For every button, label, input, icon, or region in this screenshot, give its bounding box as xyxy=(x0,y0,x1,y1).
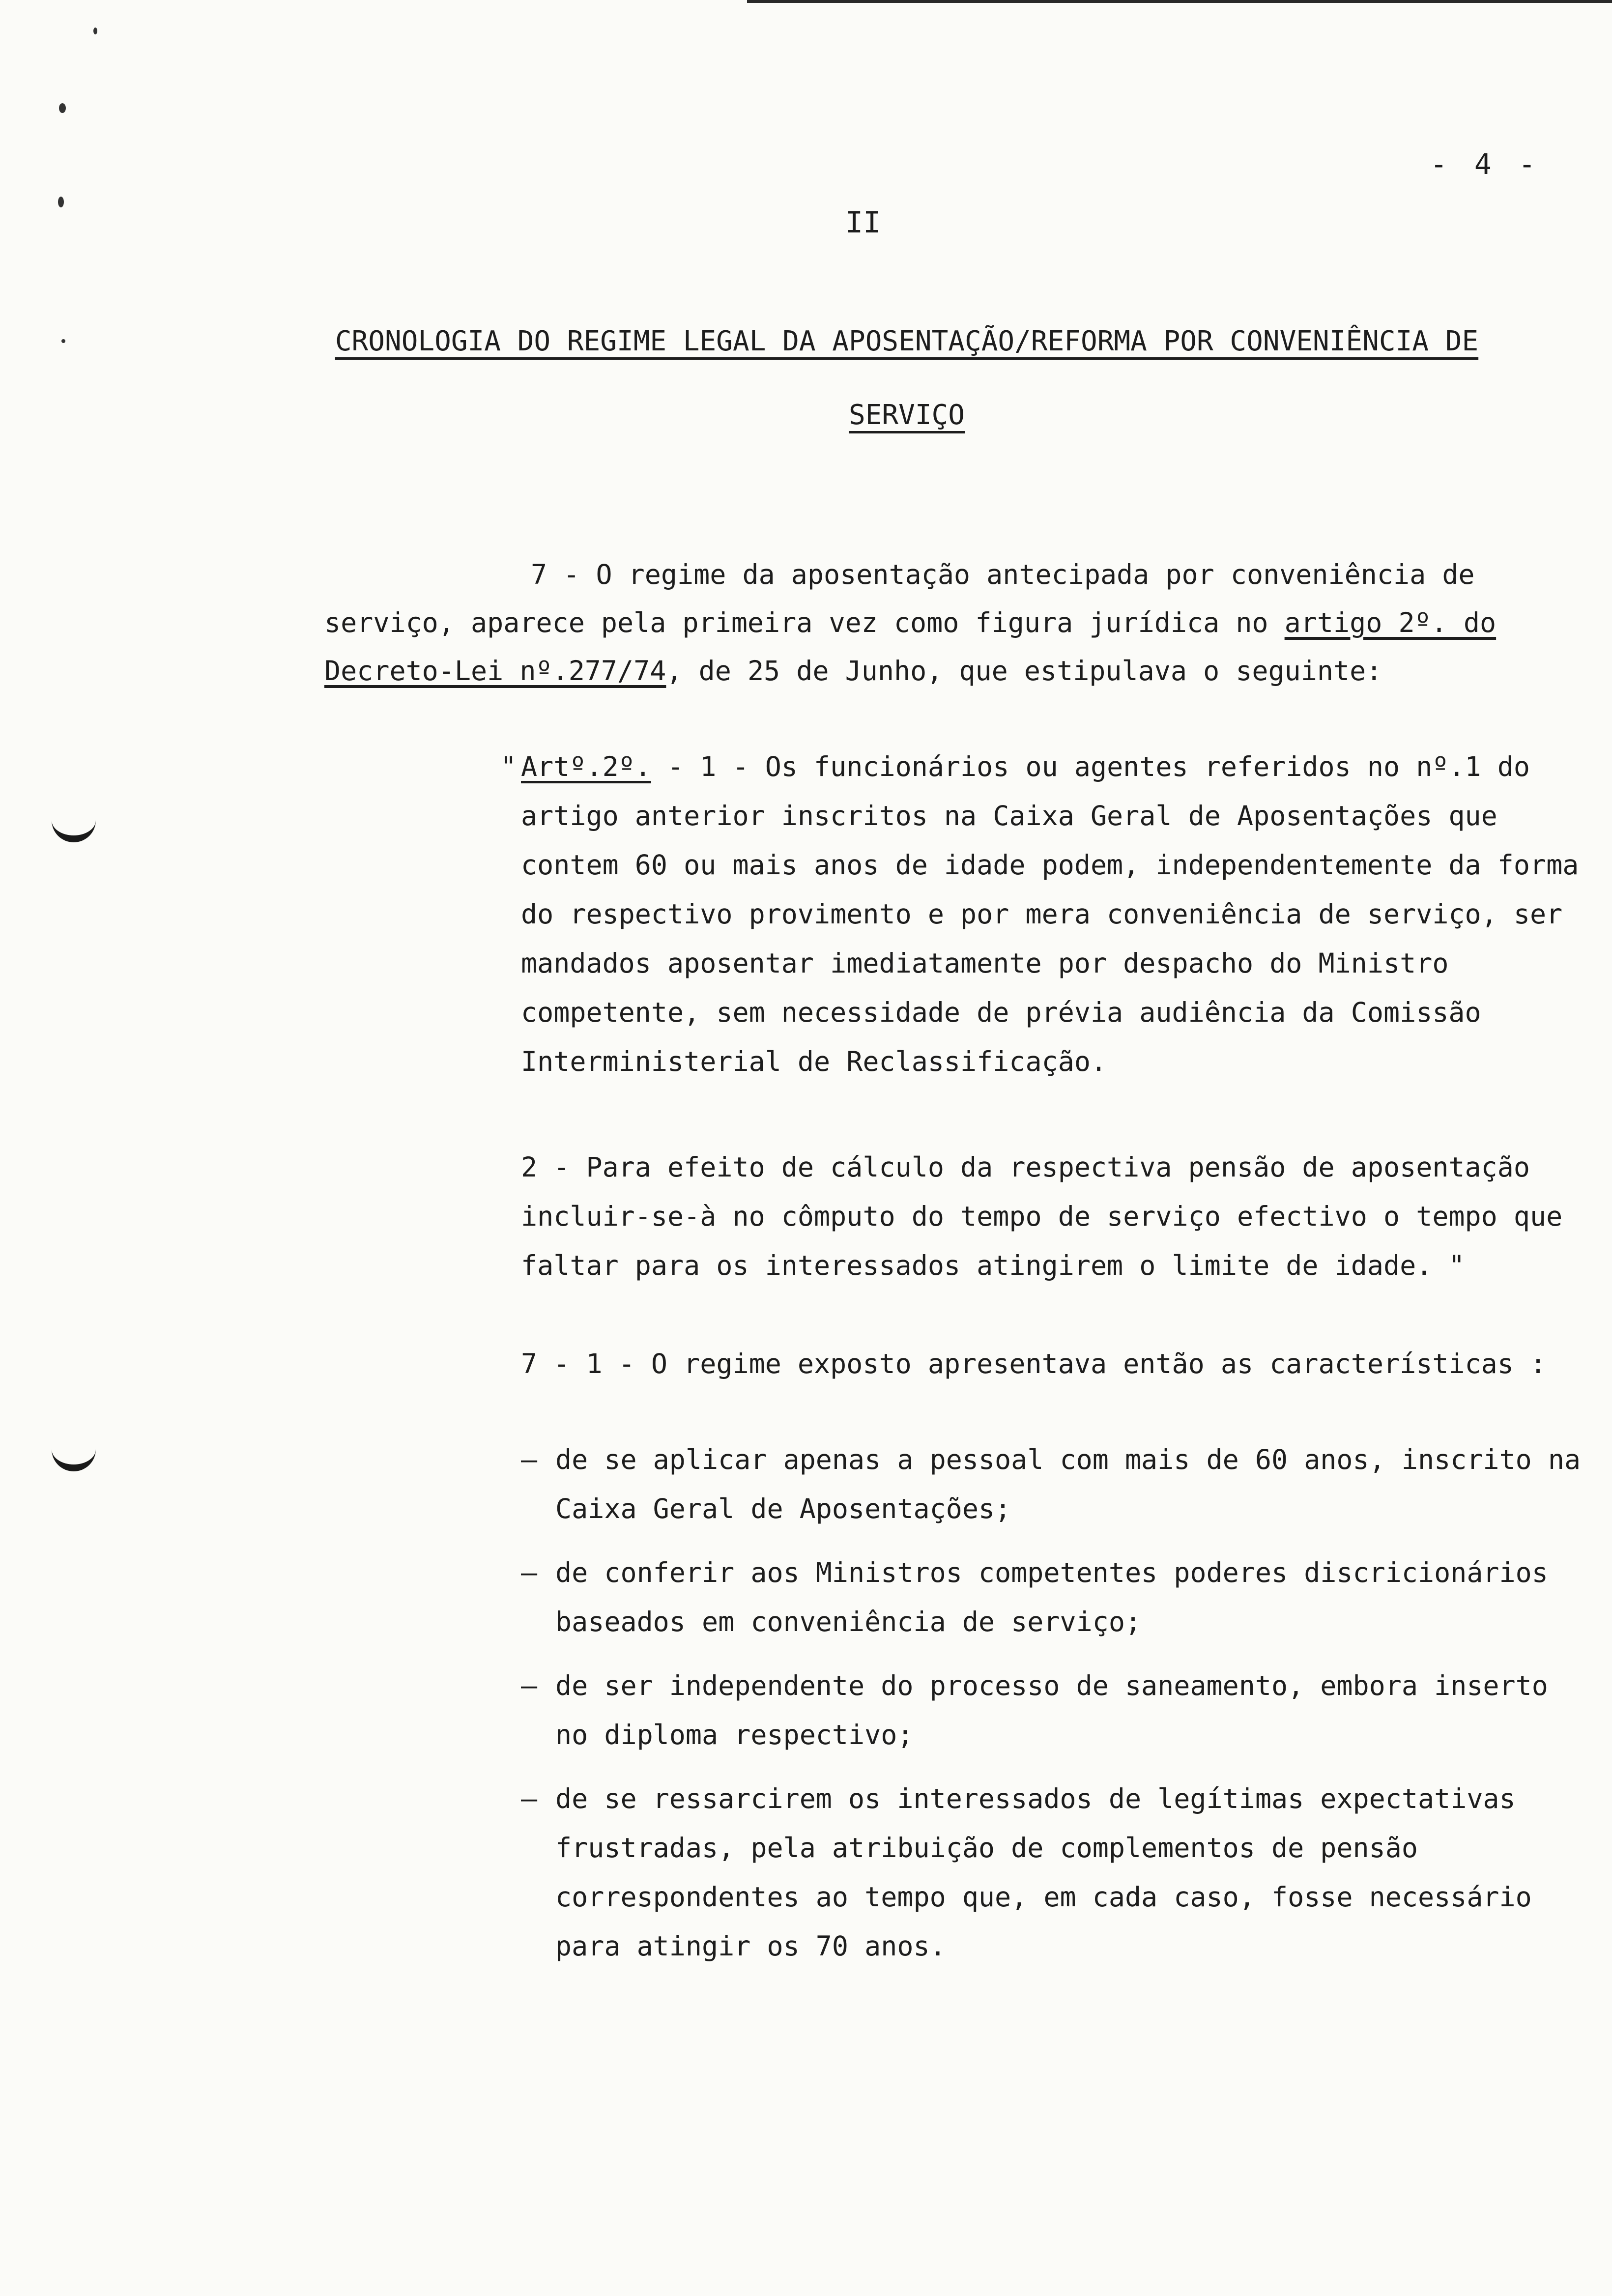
section-number: II xyxy=(845,205,881,240)
scan-speck xyxy=(58,197,64,207)
quoted-article-n2: 2 - Para efeito de cálculo da respectiva pensão de aposentação incluir-se-à no cômputo do tempo de serviço efectivo o tempo que faltar para os interessados atingirem o limite de idade. " xyxy=(521,1151,1563,1281)
article-n1-text: - 1 - Os funcionários ou agentes referidos no nº.1 do artigo anterior inscritos na Caixa Geral de Aposentações que contem 60 ou mais anos de idade podem, independentemente da forma do respectivo provimento e por mera conveniência de serviço, ser mandados aposentar imediatamente por despacho do Ministro competente, sem necessidade de prévia audiência da Comissão Interministerial de Reclassificação. xyxy=(521,751,1579,1077)
legal-reference: artigo 2º. do Decreto-Lei nº.277/74 xyxy=(324,607,1497,687)
list-item: – de ser independente do processo de saneamento, embora inserto no diploma respectivo; xyxy=(521,1661,1592,1759)
list-item: – de se ressarcirem os interessados de legítimas expectativas frustradas, pela atribuição de complementos de pensão correspondentes ao tempo que, em cada caso, fosse necessário para atingir os 70 anos. xyxy=(521,1774,1592,1971)
scan-speck xyxy=(61,339,65,343)
opening-quote-mark: " xyxy=(500,751,517,782)
paragraph-7 xyxy=(324,550,1558,695)
quoted-article-n1 xyxy=(500,742,1592,1086)
page-number: - 4 - xyxy=(1430,147,1541,181)
section-title xyxy=(324,305,1489,452)
top-edge-line xyxy=(747,0,1612,3)
paragraph-7-1: 7 - 1 - O regime exposto apresentava então as características : xyxy=(521,1348,1547,1379)
section-title-line1: CRONOLOGIA DO REGIME LEGAL DA APOSENTAÇÃO/REFORMA POR CONVENIÊNCIA DE xyxy=(335,325,1479,357)
scan-speck xyxy=(93,28,97,34)
paragraph-7-text-b: , de 25 de Junho, que estipulava o seguinte: xyxy=(666,655,1382,687)
scan-speck xyxy=(59,103,66,113)
list-item: – de se aplicar apenas a pessoal com mais de 60 anos, inscrito na Caixa Geral de Aposentações; xyxy=(521,1435,1592,1533)
section-title-line2: SERVIÇO xyxy=(848,399,965,431)
characteristics-list xyxy=(521,1435,1592,1985)
list-item: – de conferir aos Ministros competentes poderes discricionários baseados em conveniência de serviço; xyxy=(521,1548,1592,1646)
article-label: Artº.2º. xyxy=(521,751,651,782)
punch-hole-top xyxy=(52,816,96,842)
paragraph-7-text-a: 7 - O regime da aposentação antecipada por conveniência de serviço, aparece pela primeira vez como figura jurídica no xyxy=(324,559,1475,638)
punch-hole-bottom xyxy=(52,1445,96,1471)
